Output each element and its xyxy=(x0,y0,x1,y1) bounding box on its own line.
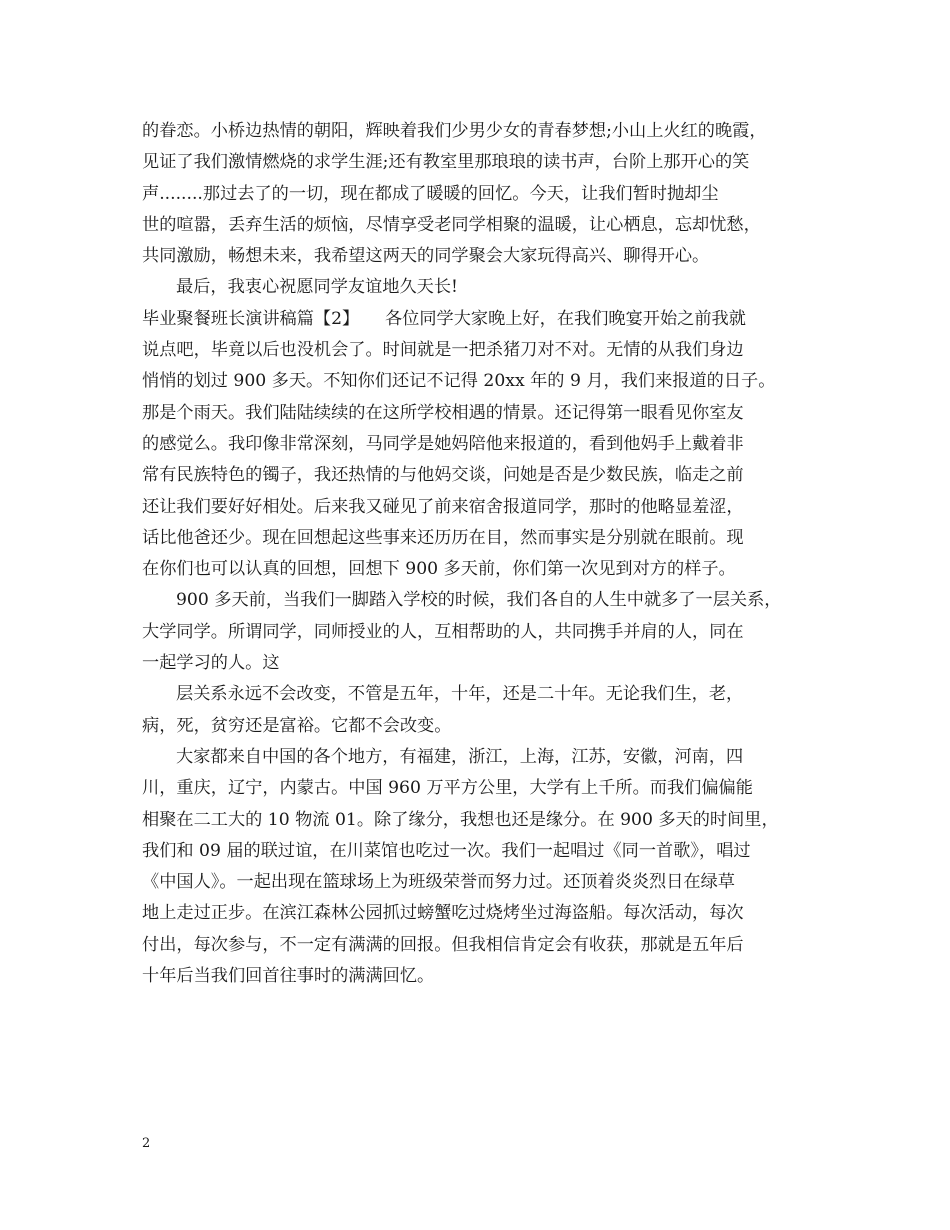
text-line: 世的喧嚣，丢弃生活的烦恼，尽情享受老同学相聚的温暖，让心栖息，忘却忧愁， xyxy=(142,214,761,235)
text-line: 说点吧，毕竟以后也没机会了。时间就是一把杀猪刀对不对。无情的从我们身边 xyxy=(142,340,744,361)
text-line: 常有民族特色的镯子，我还热情的与他妈交谈，问她是否是少数民族，临走之前 xyxy=(142,465,744,486)
text-line: 相聚在二工大的 10 物流 01。除了缘分，我想也还是缘分。在 900 多天的时间里， xyxy=(142,809,779,830)
text-line: 900 多天前，当我们一脚踏入学校的时候，我们各自的人生中就多了一层关系， xyxy=(176,590,782,611)
text-line: 付出，每次参与，不一定有满满的回报。但我相信肯定会有收获，那就是五年后 xyxy=(142,934,744,955)
text-line: 见证了我们激情燃烧的求学生涯;还有教室里那琅琅的读书声，台阶上那开心的笑 xyxy=(142,152,750,173)
text-line: 地上走过正步。在滨江森林公园抓过螃蟹吃过烧烤坐过海盗船。每次活动，每次 xyxy=(142,903,744,924)
page-number: 2 xyxy=(142,1136,151,1151)
text-line: 十年后当我们回首往事时的满满回忆。 xyxy=(142,966,435,987)
text-line: 话比他爸还少。现在回想起这些事来还历历在目，然而事实是分别就在眼前。现 xyxy=(142,527,744,548)
text-line: 川，重庆，辽宁，内蒙古。中国 960 万平方公里，大学有上千所。而我们偏偏能 xyxy=(142,778,753,799)
text-line: 层关系永远不会改变，不管是五年，十年，还是二十年。无论我们生，老， xyxy=(176,684,744,705)
text-line: 在你们也可以认真的回想，回想下 900 多天前，你们第一次见到对方的样子。 xyxy=(142,559,736,580)
text-line: 悄悄的划过 900 多天。不知你们还记不记得 20xx 年的 9 月，我们来报道的日子。 xyxy=(142,371,776,392)
text-line: 《中国人》。一起出现在篮球场上为班级荣誉而努力过。还顶着炎炎烈日在绿草 xyxy=(142,872,735,893)
text-line: 大家都来自中国的各个地方，有福建，浙江，上海，江苏，安徽，河南，四 xyxy=(176,746,744,767)
text-line: 那是个雨天。我们陆陆续续的在这所学校相遇的情景。还记得第一眼看见你室友 xyxy=(142,402,744,423)
text-line: 的感觉么。我印像非常深刻，马同学是她妈陪他来报道的，看到他妈手上戴着非 xyxy=(142,433,744,454)
text-line: 病，死，贫穷还是富裕。它都不会改变。 xyxy=(142,715,452,736)
text-line: 声........那过去了的一切，现在都成了暖暖的回忆。今天，让我们暂时抛却尘 xyxy=(142,183,719,204)
text-line: 我们和 09 届的联过谊，在川菜馆也吃过一次。我们一起唱过《同一首歌》，唱过 xyxy=(142,840,751,861)
text-line: 最后，我衷心祝愿同学友谊地久天长! xyxy=(176,277,458,298)
text-line: 毕业聚餐班长演讲稿篇【2】 各位同学大家晚上好，在我们晚宴开始之前我就 xyxy=(142,308,746,329)
document-body xyxy=(142,116,812,992)
text-line: 共同激励，畅想未来，我希望这两天的同学聚会大家玩得高兴、聊得开心。 xyxy=(142,246,710,267)
text-line: 还让我们要好好相处。后来我又碰见了前来宿舍报道同学，那时的他略显羞涩， xyxy=(142,496,744,517)
text-line: 大学同学。所谓同学，同师授业的人，互相帮助的人，共同携手并肩的人，同在 xyxy=(142,621,744,642)
text-line: 一起学习的人。这 xyxy=(142,653,280,674)
text-line: 的眷恋。小桥边热情的朝阳，辉映着我们少男少女的青春梦想;小山上火红的晚霞， xyxy=(142,121,767,141)
